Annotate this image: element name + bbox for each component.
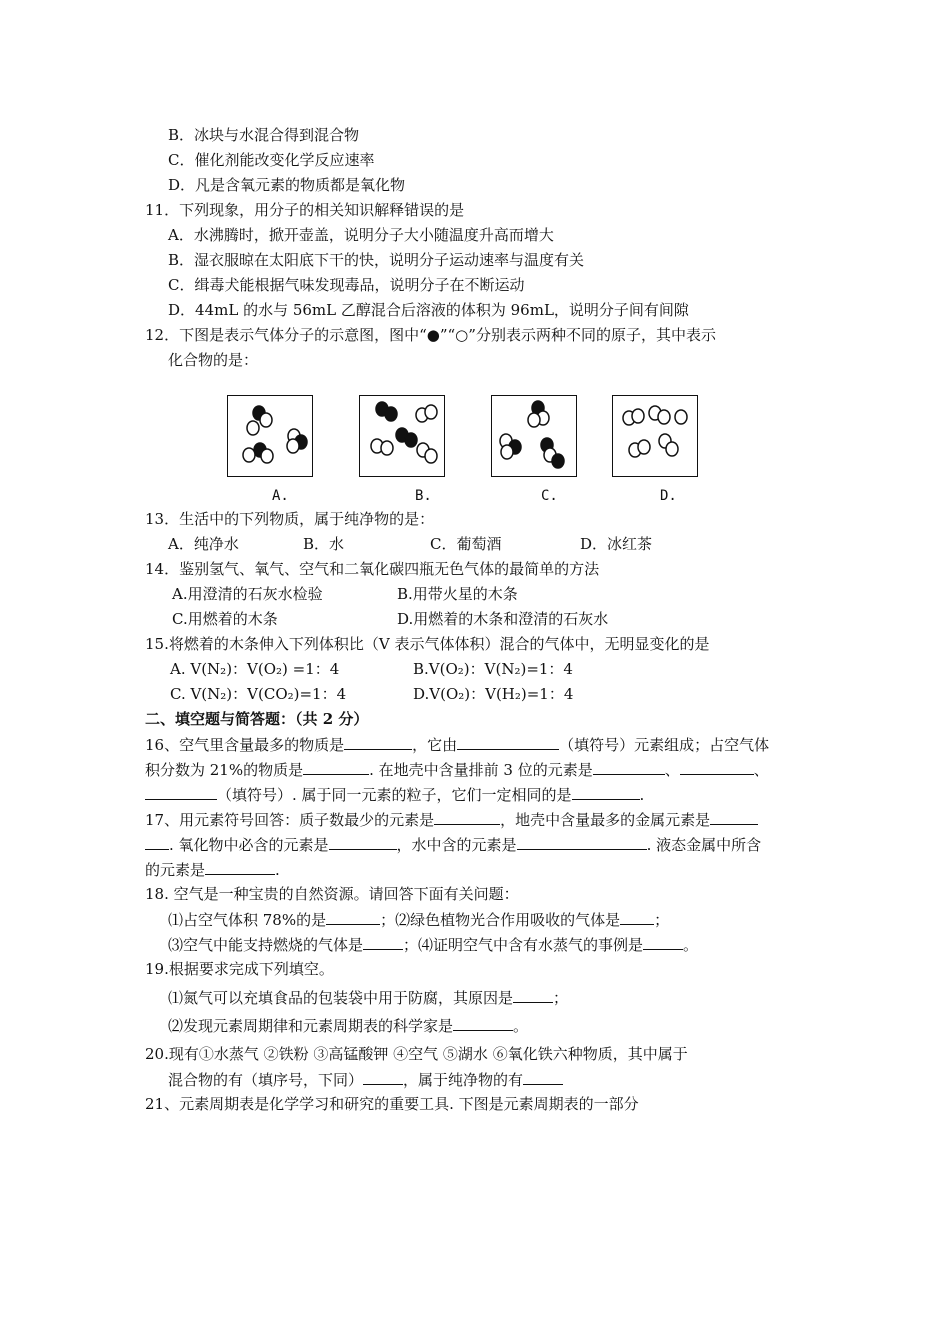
diagram-label-d: D. bbox=[660, 488, 677, 504]
q14-option-a: A.用澄清的石灰水检验 bbox=[172, 585, 323, 603]
q17-blank-1[interactable] bbox=[434, 808, 500, 825]
q15-option-b: B.V(O₂)：V(N₂)=1：4 bbox=[413, 660, 573, 678]
q13-option-c: C．葡萄酒 bbox=[430, 535, 502, 553]
q17-blank-4[interactable] bbox=[517, 833, 647, 850]
q18-blank-3[interactable] bbox=[363, 933, 403, 950]
q21-stem: 21、元素周期表是化学学习和研究的重要工具. 下图是元素周期表的一部分 bbox=[145, 1095, 639, 1113]
q17-blank-2b[interactable] bbox=[145, 833, 169, 850]
q16-blank-1[interactable] bbox=[344, 733, 412, 750]
q13-option-b: B．水 bbox=[303, 535, 345, 553]
q18-blank-4[interactable] bbox=[643, 933, 683, 950]
q11-option-d: D．44mL 的水与 56mL 乙醇混合后溶液的体积为 96mL，说明分子间有间隙 bbox=[168, 301, 689, 319]
q18-blank-2[interactable] bbox=[620, 908, 654, 925]
molecule-diagram-c bbox=[491, 395, 577, 477]
q10-option-d: D．凡是含氧元素的物质都是氧化物 bbox=[168, 176, 406, 194]
q16-line1: 16、空气里含量最多的物质是 ，它由 （填符号）元素组成；占空气体 bbox=[145, 733, 769, 756]
q13-option-a: A．纯净水 bbox=[168, 535, 239, 553]
q16-blank-5[interactable] bbox=[680, 758, 754, 775]
q13-option-d: D．冰红茶 bbox=[580, 535, 653, 553]
q20-blank-2[interactable] bbox=[523, 1068, 563, 1085]
q15-option-c: C. V(N₂)：V(CO₂)=1：4 bbox=[170, 685, 347, 703]
q15-option-d: D.V(O₂)：V(H₂)=1：4 bbox=[413, 685, 574, 703]
q18-blank-1[interactable] bbox=[326, 908, 380, 925]
q11-option-b: B．湿衣服晾在太阳底下干的快，说明分子运动速率与温度有关 bbox=[168, 251, 585, 269]
q14-option-d: D.用燃着的木条和澄清的石灰水 bbox=[397, 610, 609, 628]
diagram-label-c: C. bbox=[541, 488, 558, 504]
q14-option-c: C.用燃着的木条 bbox=[172, 610, 278, 628]
q14-stem: 14．鉴别氢气、氧气、空气和二氧化碳四瓶无色气体的最简单的方法 bbox=[145, 560, 600, 578]
molecule-diagram-b bbox=[359, 395, 445, 477]
q18-line1: ⑴占空气体积 78%的是 ；⑵绿色植物光合作用吸收的气体是 ； bbox=[168, 908, 669, 931]
q16-blank-6[interactable] bbox=[145, 783, 217, 800]
q11-option-c: C．缉毒犬能根据气味发现毒品，说明分子在不断运动 bbox=[168, 276, 525, 294]
q10-option-c: C．催化剂能改变化学反应速率 bbox=[168, 151, 375, 169]
q17-line2: . 氧化物中必含的元素是 ，水中含的元素是 . 液态金属中所含 bbox=[145, 833, 761, 856]
q17-blank-3[interactable] bbox=[329, 833, 397, 850]
q20-line1: 20.现有①水蒸气 ②铁粉 ③高锰酸钾 ④空气 ⑤湖水 ⑥氧化铁六种物质，其中属于 bbox=[145, 1045, 688, 1063]
q14-option-b: B.用带火星的木条 bbox=[397, 585, 518, 603]
q16-blank-3[interactable] bbox=[303, 758, 369, 775]
q20-blank-1[interactable] bbox=[363, 1068, 403, 1085]
q16-line2: 积分数为 21%的物质是 . 在地壳中含量排前 3 位的元素是 、 、 bbox=[145, 758, 769, 781]
q17-line3: 的元素是 . bbox=[145, 858, 280, 881]
q18-line2: ⑶空气中能支持燃烧的气体是 ；⑷证明空气中含有水蒸气的事例是 。 bbox=[168, 933, 698, 956]
q13-stem: 13．生活中的下列物质，属于纯净物的是： bbox=[145, 510, 435, 528]
diagram-label-b: B. bbox=[415, 488, 432, 504]
q19-stem: 19.根据要求完成下列填空。 bbox=[145, 960, 334, 978]
q15-stem: 15.将燃着的木条伸入下列体积比（V 表示气体体积）混合的气体中，无明显变化的是 bbox=[145, 635, 710, 653]
q15-option-a: A. V(N₂)：V(O₂) =1：4 bbox=[170, 660, 340, 678]
q17-blank-5[interactable] bbox=[205, 858, 275, 875]
q16-line3: （填符号）. 属于同一元素的粒子，它们一定相同的是 . bbox=[145, 783, 644, 806]
q12-stem-line1: 12．下图是表示气体分子的示意图，图中“●”“○”分别表示两种不同的原子，其中表示 bbox=[145, 326, 716, 344]
q17-blank-2[interactable] bbox=[710, 808, 758, 825]
molecule-diagram-a bbox=[227, 395, 313, 477]
q19-blank-2[interactable] bbox=[453, 1014, 513, 1031]
q19-line2: ⑵发现元素周期律和元素周期表的科学家是 。 bbox=[168, 1014, 528, 1037]
q20-line2: 混合物的有（填序号，下同） ，属于纯净物的有 bbox=[168, 1068, 563, 1091]
q16-blank-4[interactable] bbox=[593, 758, 665, 775]
q16-blank-2[interactable] bbox=[457, 733, 559, 750]
q18-stem: 18. 空气是一种宝贵的自然资源。请回答下面有关问题： bbox=[145, 885, 519, 903]
q12-stem-line2: 化合物的是： bbox=[168, 351, 259, 369]
q10-option-b: B．冰块与水混合得到混合物 bbox=[168, 126, 360, 144]
q19-line1: ⑴氮气可以充填食品的包装袋中用于防腐，其原因是 ； bbox=[168, 986, 568, 1009]
molecule-diagram-d bbox=[612, 395, 698, 477]
q17-line1: 17、用元素符号回答：质子数最少的元素是 ，地壳中含量最多的金属元素是 bbox=[145, 808, 758, 831]
q16-blank-7[interactable] bbox=[572, 783, 640, 800]
q19-blank-1[interactable] bbox=[513, 986, 553, 1003]
diagram-label-a: A. bbox=[272, 488, 289, 504]
section-2-heading: 二、填空题与简答题：（共 2 分） bbox=[145, 710, 369, 728]
q11-option-a: A．水沸腾时，掀开壶盖，说明分子大小随温度升高而增大 bbox=[168, 226, 554, 244]
q11-stem: 11．下列现象，用分子的相关知识解释错误的是 bbox=[145, 201, 465, 219]
